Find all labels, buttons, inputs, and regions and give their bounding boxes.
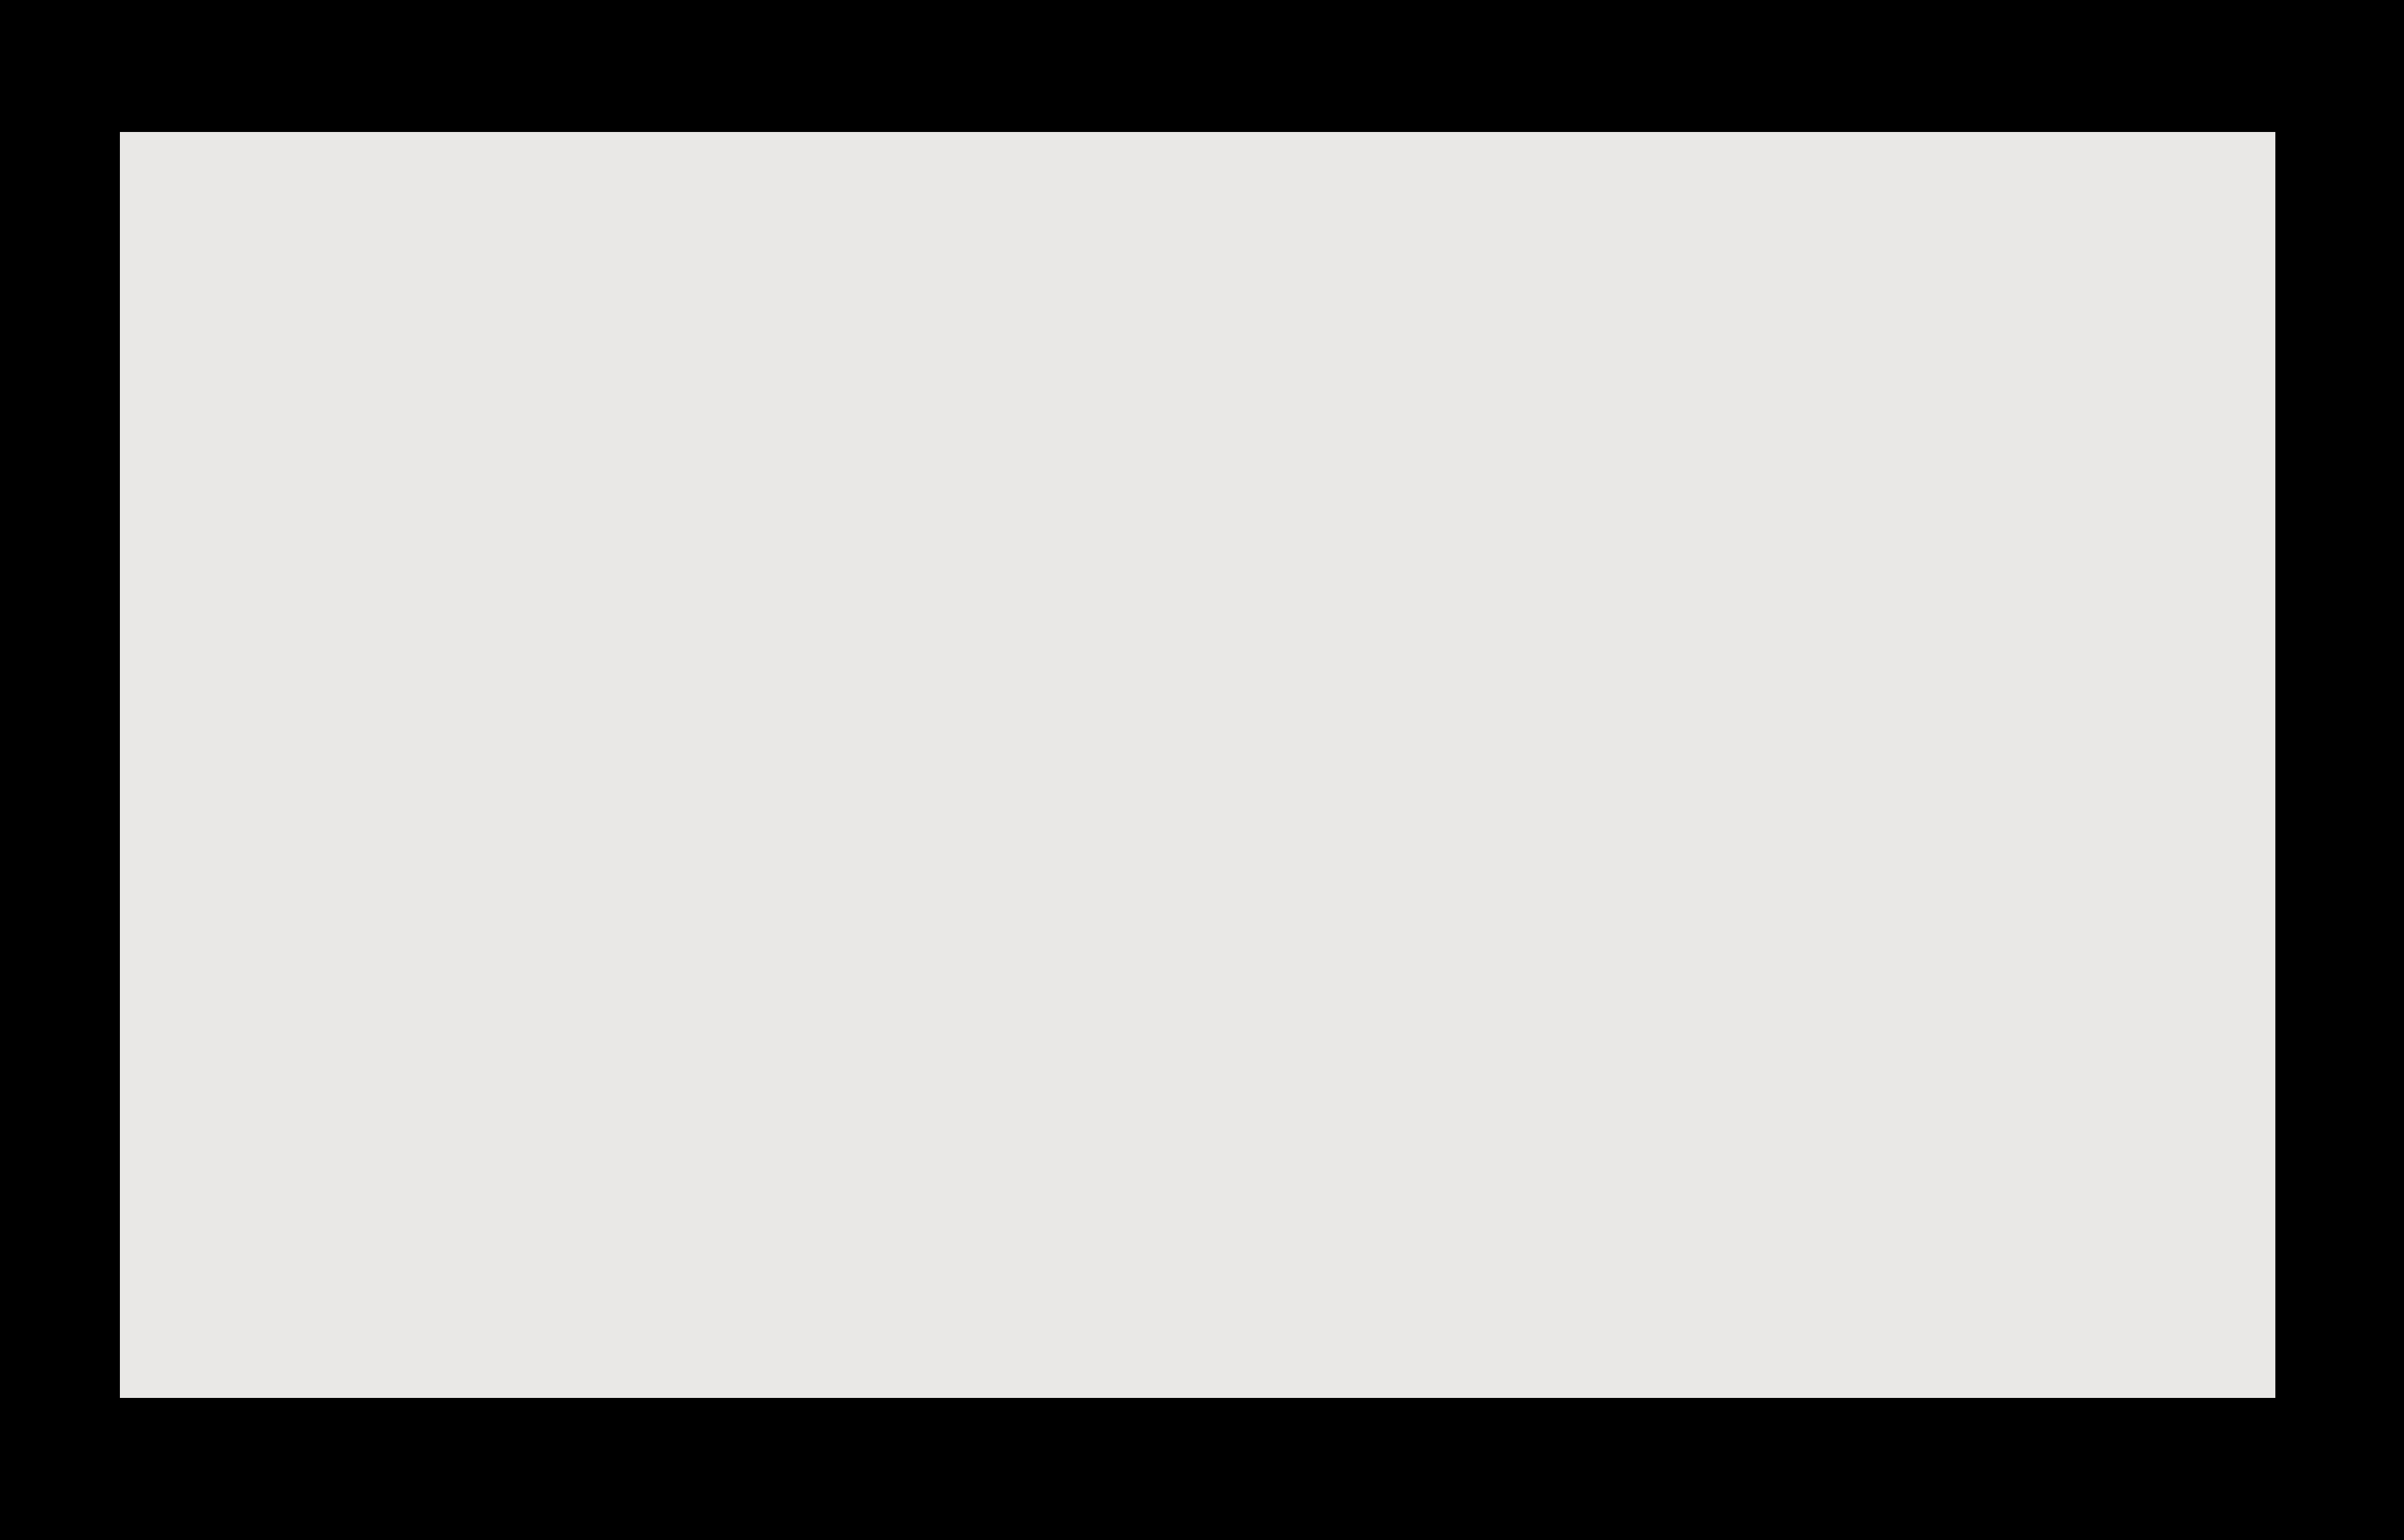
census-form [120,132,2275,1398]
census-card [120,132,2275,1398]
